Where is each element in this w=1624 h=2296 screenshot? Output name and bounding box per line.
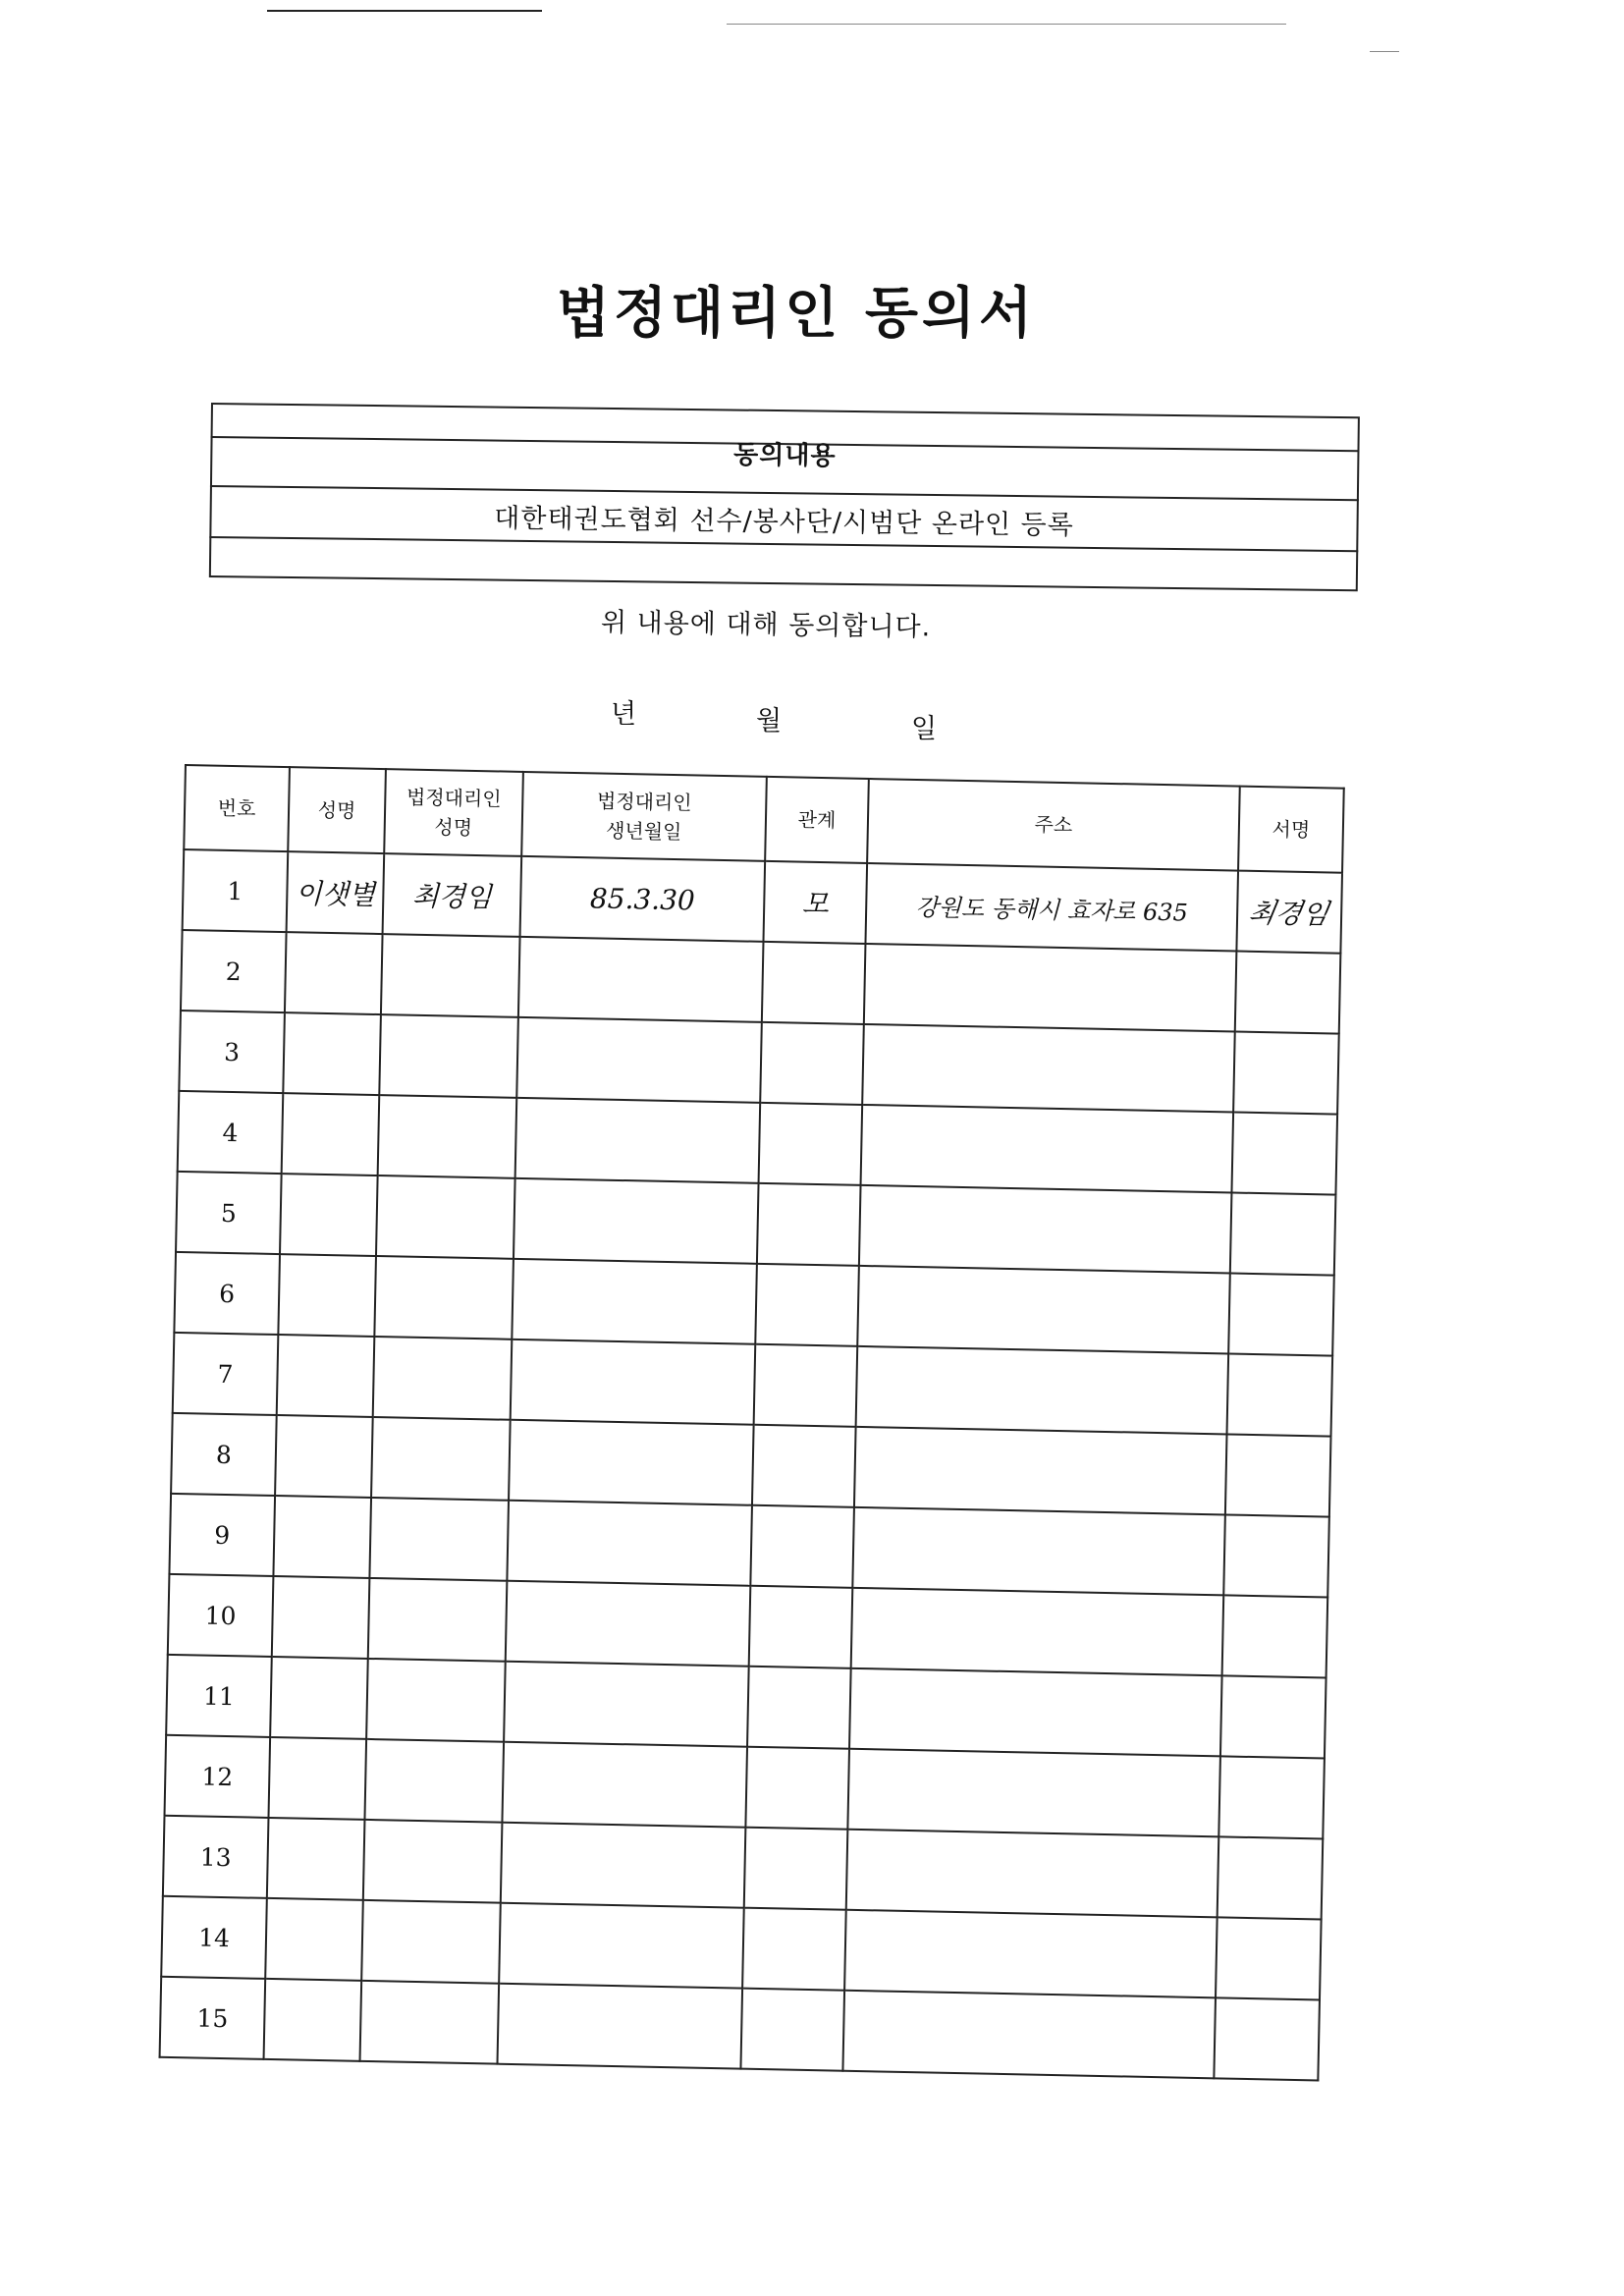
row-address-field-value: 강원도 동해시 효자로 635 — [915, 893, 1189, 927]
header-guardian-name: 법정대리인 성명 — [384, 769, 523, 856]
scan-edge-mark — [267, 10, 542, 12]
row-signature-field[interactable] — [1223, 1514, 1329, 1597]
row-guardian-name-field[interactable] — [381, 934, 520, 1017]
row-name-field[interactable] — [273, 1496, 371, 1578]
row-guardian-name-field[interactable] — [360, 1981, 500, 2064]
row-guardian-birth-field[interactable] — [506, 1581, 751, 1667]
row-relation-field[interactable] — [760, 1022, 864, 1105]
scan-edge-mark — [727, 24, 1286, 25]
row-address-field[interactable] — [849, 1668, 1222, 1757]
row-signature-field[interactable] — [1230, 1192, 1336, 1275]
row-name-field-value: 이샛별 — [295, 877, 376, 911]
row-guardian-birth-field[interactable] — [509, 1420, 754, 1505]
row-number: 7 — [173, 1333, 279, 1415]
table-body — [160, 849, 1342, 2080]
row-address-field[interactable] — [854, 1427, 1227, 1515]
row-address-field[interactable] — [852, 1507, 1225, 1596]
document-title: 법정대리인 동의서 — [556, 282, 1037, 346]
row-signature-field[interactable] — [1225, 1434, 1331, 1516]
row-guardian-name-field-value: 최경임 — [411, 879, 493, 914]
row-name-field[interactable] — [270, 1657, 368, 1739]
row-relation-field[interactable] — [750, 1505, 854, 1588]
row-number: 2 — [181, 930, 287, 1012]
row-guardian-name-field[interactable] — [369, 1498, 509, 1581]
row-signature-field[interactable] — [1233, 1032, 1339, 1115]
row-address-field[interactable] — [846, 1830, 1219, 1918]
row-name-field[interactable] — [275, 1415, 373, 1498]
row-address-field[interactable] — [844, 1910, 1218, 1998]
row-number: 8 — [171, 1413, 277, 1496]
row-relation-field[interactable] — [740, 1989, 844, 2071]
date-month-label: 월 — [756, 706, 783, 737]
row-address-field[interactable] — [851, 1588, 1224, 1676]
row-relation-field[interactable] — [749, 1586, 853, 1668]
row-guardian-birth-field[interactable] — [504, 1662, 749, 1747]
scan-edge-mark — [1370, 51, 1399, 52]
date-year-label: 년 — [611, 699, 637, 730]
row-name-field[interactable] — [282, 1093, 380, 1175]
agreement-statement: 위 내용에 대해 동의합니다. — [600, 607, 932, 643]
row-guardian-name-field[interactable] — [364, 1739, 504, 1823]
row-signature-field[interactable] — [1236, 871, 1342, 954]
row-name-field[interactable] — [268, 1737, 366, 1820]
row-relation-field-value: 모 — [801, 887, 830, 921]
row-guardian-birth-field[interactable] — [497, 1984, 742, 2069]
row-name-field[interactable] — [272, 1576, 370, 1659]
row-relation-field[interactable] — [759, 1103, 863, 1185]
row-name-field[interactable] — [264, 1979, 362, 2061]
row-number: 12 — [165, 1735, 271, 1818]
row-guardian-birth-field[interactable] — [520, 856, 766, 942]
row-address-field[interactable] — [864, 944, 1237, 1032]
row-name-field[interactable] — [265, 1898, 363, 1981]
row-relation-field[interactable] — [754, 1344, 858, 1427]
row-guardian-name-field[interactable] — [371, 1417, 511, 1501]
row-guardian-birth-field[interactable] — [512, 1259, 757, 1344]
row-signature-field[interactable] — [1222, 1595, 1328, 1677]
row-name-field[interactable] — [278, 1254, 376, 1337]
row-relation-field[interactable] — [752, 1425, 856, 1507]
row-address-field[interactable] — [856, 1346, 1229, 1435]
row-guardian-name-field[interactable] — [378, 1095, 517, 1178]
consent-content: 대한태권도협회 선수/봉사단/시범단 온라인 등록 — [494, 503, 1075, 541]
row-signature-field[interactable] — [1218, 1756, 1325, 1838]
row-address-field[interactable] — [857, 1266, 1230, 1354]
row-signature-field[interactable] — [1220, 1675, 1326, 1758]
row-relation-field[interactable] — [745, 1747, 849, 1830]
row-name-field[interactable] — [277, 1335, 375, 1417]
row-number: 10 — [168, 1574, 274, 1657]
row-guardian-birth-field[interactable] — [511, 1339, 756, 1425]
row-guardian-birth-field[interactable] — [507, 1501, 752, 1586]
row-relation-field[interactable] — [744, 1828, 848, 1910]
row-signature-field[interactable] — [1214, 1997, 1320, 2080]
row-guardian-name-field[interactable] — [366, 1659, 506, 1742]
row-name-field[interactable] — [280, 1174, 378, 1256]
row-guardian-name-field[interactable] — [383, 853, 522, 937]
consent-heading: 동의내용 — [732, 440, 837, 471]
row-guardian-name-field[interactable] — [379, 1014, 518, 1098]
row-signature-field[interactable] — [1235, 952, 1341, 1034]
row-number: 14 — [161, 1896, 267, 1979]
row-relation-field[interactable] — [742, 1908, 846, 1991]
consent-box — [209, 403, 1360, 591]
row-relation-field[interactable] — [755, 1264, 859, 1346]
row-guardian-birth-field[interactable] — [518, 937, 764, 1022]
row-number: 11 — [166, 1655, 272, 1737]
row-address-field[interactable] — [859, 1185, 1232, 1274]
row-signature-field-value: 최경임 — [1246, 896, 1332, 931]
row-relation-field[interactable] — [757, 1183, 861, 1266]
header-relation: 관계 — [765, 777, 869, 863]
row-number: 6 — [174, 1252, 280, 1335]
row-number: 9 — [169, 1494, 275, 1576]
row-guardian-birth-field-value: 85.3.30 — [589, 881, 696, 916]
row-guardian-name-field[interactable] — [374, 1256, 514, 1339]
row-guardian-name-field[interactable] — [373, 1337, 513, 1420]
row-address-field[interactable] — [861, 1105, 1234, 1193]
header-number: 번호 — [184, 765, 290, 851]
date-day-label: 일 — [911, 714, 938, 744]
row-guardian-birth-field[interactable] — [514, 1178, 759, 1264]
row-signature-field[interactable] — [1231, 1113, 1337, 1195]
row-name-field[interactable] — [283, 1012, 381, 1095]
row-address-field[interactable] — [847, 1749, 1220, 1837]
row-number: 13 — [163, 1816, 269, 1898]
row-number: 1 — [183, 849, 289, 932]
row-address-field[interactable] — [865, 863, 1238, 952]
header-signature: 서명 — [1238, 787, 1344, 873]
row-guardian-name-field[interactable] — [361, 1900, 501, 1984]
header-guardian-birth: 법정대리인 생년월일 — [521, 772, 767, 861]
row-guardian-birth-field[interactable] — [515, 1098, 761, 1183]
row-guardian-birth-field[interactable] — [516, 1017, 762, 1103]
row-number: 4 — [178, 1091, 284, 1174]
row-name-field[interactable] — [287, 851, 385, 934]
row-number: 5 — [176, 1172, 282, 1254]
row-relation-field[interactable] — [747, 1667, 851, 1749]
row-signature-field[interactable] — [1228, 1273, 1334, 1355]
row-relation-field[interactable] — [762, 942, 866, 1024]
row-guardian-birth-field[interactable] — [499, 1903, 744, 1989]
row-name-field[interactable] — [285, 932, 383, 1014]
row-name-field[interactable] — [267, 1818, 365, 1900]
row-guardian-birth-field[interactable] — [501, 1823, 746, 1908]
row-number: 15 — [160, 1977, 266, 2059]
row-signature-field[interactable] — [1227, 1353, 1333, 1436]
row-number: 3 — [179, 1011, 285, 1093]
row-guardian-name-field[interactable] — [376, 1175, 515, 1259]
row-address-field[interactable] — [862, 1024, 1235, 1113]
row-guardian-birth-field[interactable] — [502, 1742, 747, 1828]
row-guardian-name-field[interactable] — [368, 1578, 508, 1662]
header-address: 주소 — [867, 779, 1240, 871]
row-relation-field[interactable] — [763, 861, 867, 944]
row-signature-field[interactable] — [1216, 1917, 1322, 1999]
guardian-consent-table — [159, 764, 1343, 2081]
row-signature-field[interactable] — [1218, 1836, 1324, 1919]
header-name: 성명 — [288, 767, 386, 853]
row-address-field[interactable] — [842, 1991, 1216, 2079]
row-guardian-name-field[interactable] — [363, 1820, 503, 1903]
